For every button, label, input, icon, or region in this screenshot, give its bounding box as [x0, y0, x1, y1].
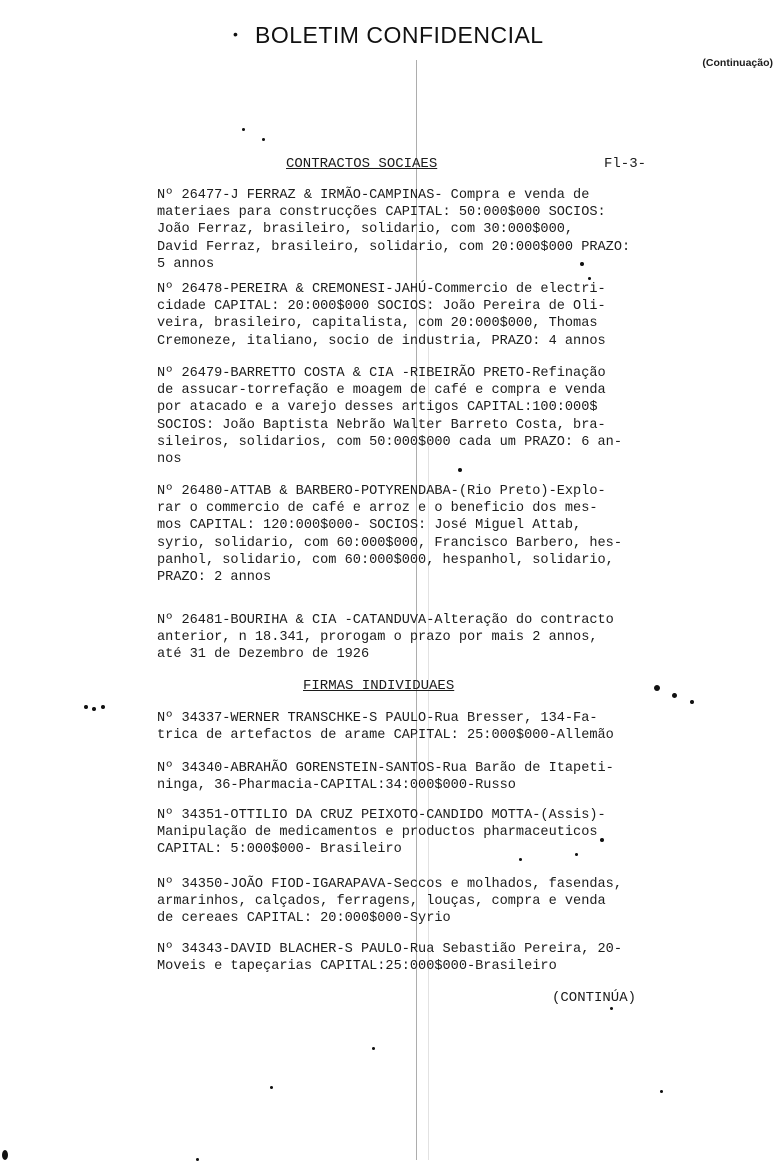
ink-speck [242, 128, 245, 131]
entry-line: Nº 26480-ATTAB & BARBERO-POTYRENDABA-(Rio Preto)-Explo- [157, 484, 606, 499]
entry-line: mos CAPITAL: 120:000$000- SOCIOS: José Miguel Attab, [157, 518, 582, 534]
entry-line: armarinhos, calçados, ferragens, louças, compra e venda [157, 894, 606, 910]
entry-line: cidade CAPITAL: 20:000$000 SOCIOS: João Pereira de Oli- [157, 299, 606, 315]
ink-speck [654, 685, 660, 691]
ink-speck [262, 138, 265, 141]
ink-speck [575, 853, 578, 856]
entry-line: Nº 34337-WERNER TRANSCHKE-S PAULO-Rua Bresser, 134-Fa- [157, 711, 598, 726]
section-title-firmas: FIRMAS INDIVIDUAES [303, 678, 455, 694]
entry-line: nos [157, 452, 182, 468]
entry-line: Nº 34343-DAVID BLACHER-S PAULO-Rua Sebastião Pereira, 20- [157, 942, 622, 957]
firm-entry-34350 [157, 876, 757, 928]
entry-line: rar o commercio de café e arroz e o beneficio dos mes- [157, 501, 598, 517]
ink-speck [372, 1047, 375, 1050]
entry-line: de cereaes CAPITAL: 20:000$000-Syrio [157, 911, 451, 927]
ink-speck [588, 277, 591, 280]
ink-speck [610, 1007, 613, 1010]
section-title-contractos: CONTRACTOS SOCIAES [286, 156, 438, 172]
entry-line: João Ferraz, brasileiro, solidario, com 30:000$000, [157, 222, 574, 238]
firm-entry-34351 [157, 807, 757, 859]
entry-line: materiaes para construcções CAPITAL: 50:000$000 SOCIOS: [157, 205, 606, 221]
ink-speck [519, 858, 522, 861]
entry-line: syrio, solidario, com 60:000$000, Francisco Barbero, hes- [157, 535, 622, 551]
entry-line: SOCIOS: João Baptista Nebrão Walter Barreto Costa, bra- [157, 417, 606, 433]
ink-speck [2, 1150, 8, 1160]
contract-entry-26477 [157, 187, 757, 273]
entry-line: Nº 26478-PEREIRA & CREMONESI-JAHÚ-Commercio de electri- [157, 282, 606, 297]
entry-line: 5 annos [157, 256, 215, 272]
entry-line: Nº 26479-BARRETTO COSTA & CIA -RIBEIRÃO PRETO-Refinação [157, 366, 606, 381]
entry-line: Moveis e tapeçarias CAPITAL:25:000$000-Brasileiro [157, 959, 557, 975]
continuation-label: (Continuação) [702, 57, 773, 69]
entry-line: Cremoneze, italiano, socio de industria, PRAZO: 4 annos [157, 333, 606, 349]
entry-line: panhol, solidario, com 60:000$000, hespanhol, solidario, [157, 552, 614, 568]
entry-line: sileiros, solidarios, com 50:000$000 cada um PRAZO: 6 an- [157, 434, 622, 450]
entry-line: até 31 de Dezembro de 1926 [157, 647, 370, 663]
entry-line: anterior, n 18.341, prorogam o prazo por mais 2 annos, [157, 630, 598, 646]
entry-line: veira, brasileiro, capitalista, com 20:000$000, Thomas [157, 316, 598, 332]
entry-line: por atacado e a varejo desses artigos CAPITAL:100:000$ [157, 400, 598, 416]
ink-speck [660, 1090, 663, 1093]
ink-speck [690, 700, 694, 704]
contract-entry-26479 [157, 365, 757, 468]
page-number: Fl-3- [604, 156, 647, 172]
entry-line: trica de artefactos de arame CAPITAL: 25:000$000-Allemão [157, 728, 614, 744]
firm-entry-34340 [157, 760, 757, 794]
entry-line: Nº 34351-OTTILIO DA CRUZ PEIXOTO-CANDIDO MOTTA-(Assis)- [157, 808, 606, 823]
ink-speck [458, 468, 462, 472]
entry-line: David Ferraz, brasileiro, solidario, com 20:000$000 PRAZO: [157, 239, 631, 255]
entry-line: de assucar-torrefação e moagem de café e compra e venda [157, 383, 606, 399]
entry-line: ninga, 36-Pharmacia-CAPITAL:34:000$000-Russo [157, 778, 516, 794]
entry-line: Manipulação de medicamentos e productos pharmaceuticos [157, 825, 598, 841]
ink-speck [92, 707, 96, 711]
ink-speck [196, 1158, 199, 1161]
ink-speck [270, 1086, 273, 1089]
contract-entry-26478 [157, 281, 757, 350]
firm-entry-34343 [157, 941, 757, 975]
ink-speck [600, 838, 604, 842]
entry-line: Nº 26477-J FERRAZ & IRMÃO-CAMPINAS- Compra e venda de [157, 188, 590, 203]
entry-line: Nº 34340-ABRAHÃO GORENSTEIN-SANTOS-Rua Barão de Itapeti- [157, 761, 614, 776]
contract-entry-26481 [157, 612, 757, 664]
ink-speck [672, 693, 677, 698]
page-title: BOLETIM CONFIDENCIAL [255, 22, 544, 48]
entry-line: Nº 26481-BOURIHA & CIA -CATANDUVA-Alteração do contracto [157, 613, 614, 628]
entry-line: Nº 34350-JOÃO FIOD-IGARAPAVA-Seccos e molhados, fasendas, [157, 877, 622, 892]
contract-entry-26480 [157, 483, 757, 586]
entry-line: CAPITAL: 5:000$000- Brasileiro [157, 842, 402, 858]
firm-entry-34337 [157, 710, 757, 744]
entry-line: PRAZO: 2 annos [157, 570, 272, 586]
ink-speck [84, 705, 88, 709]
continua-label: (CONTINÚA) [552, 990, 637, 1006]
ink-speck [580, 262, 584, 266]
header-mark: • [233, 26, 238, 42]
ink-speck [101, 705, 105, 709]
